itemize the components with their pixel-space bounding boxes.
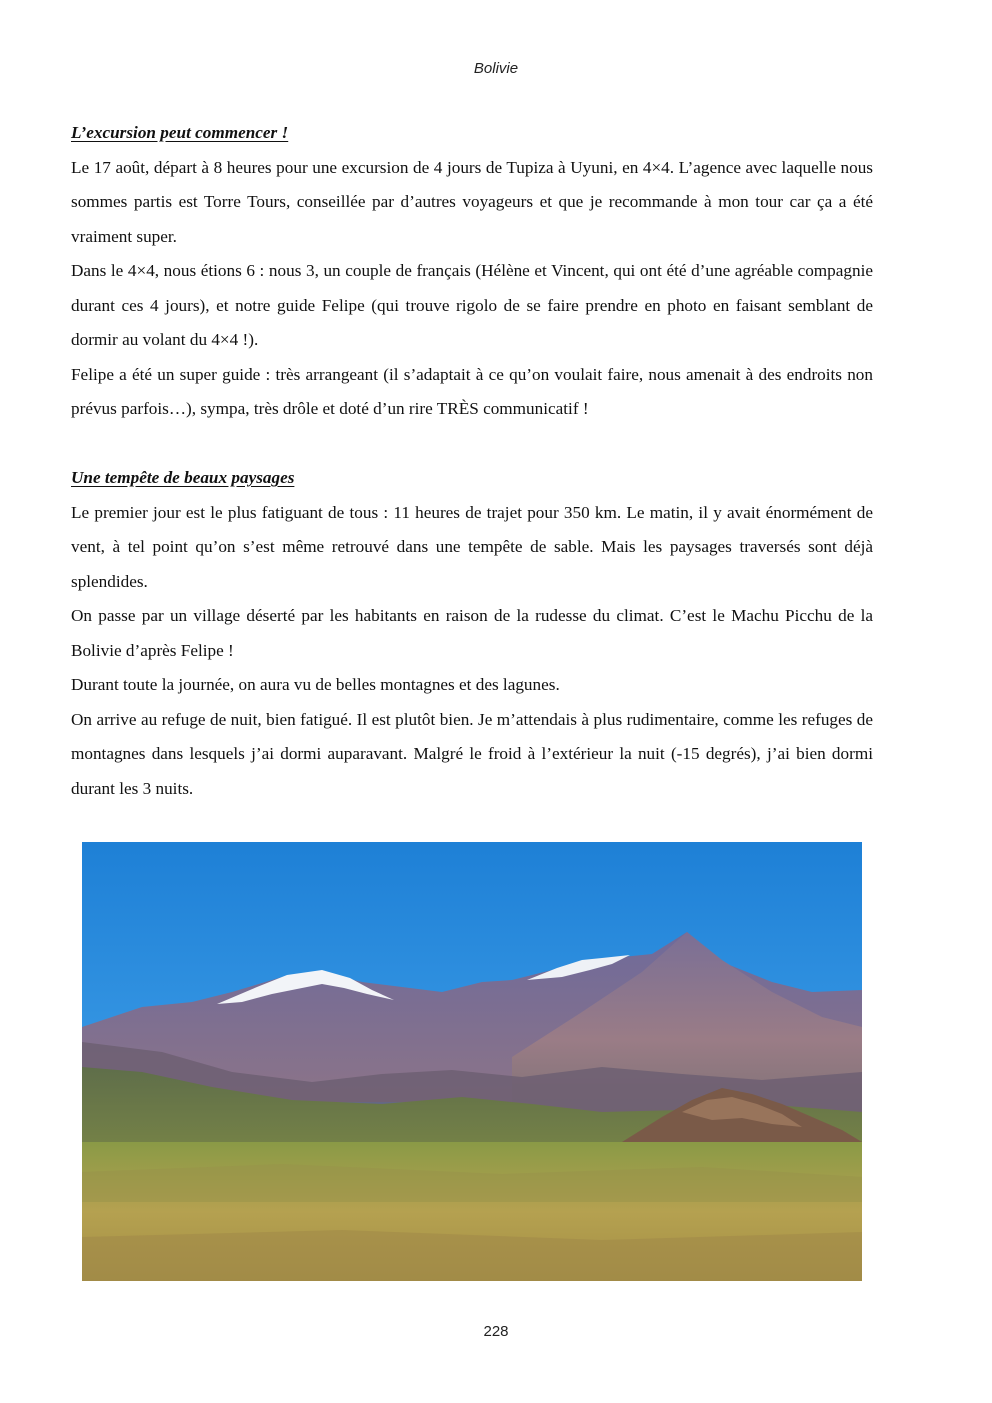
landscape-photo (82, 842, 862, 1281)
paragraph: Le premier jour est le plus fatiguant de tous : 11 heures de trajet pour 350 km. Le matin, il y avait énormément de vent, à tel point qu’on s’est même retrouvé dans une tempête de sable. Mais les paysages traversés sont déjà splendides. (71, 502, 873, 591)
paragraph: On passe par un village déserté par les habitants en raison de la rudesse du climat. C’est le Machu Picchu de la Bolivie d’après Felipe ! (71, 606, 873, 660)
page-body (71, 116, 873, 806)
paragraph: Dans le 4×4, nous étions 6 : nous 3, un couple de français (Hélène et Vincent, qui ont été d’une agréable compagnie durant ces 4 jours), et notre guide Felipe (qui trouve rigolo de se faire prendre en photo en faisant semblant de dormir au volant du 4×4 !). (71, 261, 873, 349)
running-header: Bolivie (473, 60, 519, 77)
paragraph: On arrive au refuge de nuit, bien fatigué. Il est plutôt bien. Je m’attendais à plus rudimentaire, comme les refuges de montagnes dans lesquels j’ai dormi auparavant. Malgré le froid à l’extérieur la nuit (-15 degrés), j’ai bien dormi durant les 3 nuits. (71, 709, 873, 798)
paragraph: Le 17 août, départ à 8 heures pour une excursion de 4 jours de Tupiza à Uyuni, en 4×4. L’agence avec laquelle nous sommes partis est Torre Tours, conseillée par d’autres voyageurs et que je recommande à mon tour car ça a été vraiment super. (71, 157, 873, 246)
section-spacer (71, 427, 873, 462)
section-heading-paysages: Une tempête de beaux paysages (71, 468, 295, 487)
paragraph: Felipe a été un super guide : très arrangeant (il s’adaptait à ce qu’on voulait faire, nous amenait à des endroits non prévus parfois…), sympa, très drôle et doté d’un rire TRÈS communicatif ! (71, 364, 873, 418)
page-number: 228 (483, 1323, 509, 1340)
section-heading-excursion: L’excursion peut commencer ! (71, 123, 289, 142)
plain-foreground (82, 1230, 862, 1281)
paragraph: Durant toute la journée, on aura vu de belles montagnes et des lagunes. (71, 675, 560, 694)
